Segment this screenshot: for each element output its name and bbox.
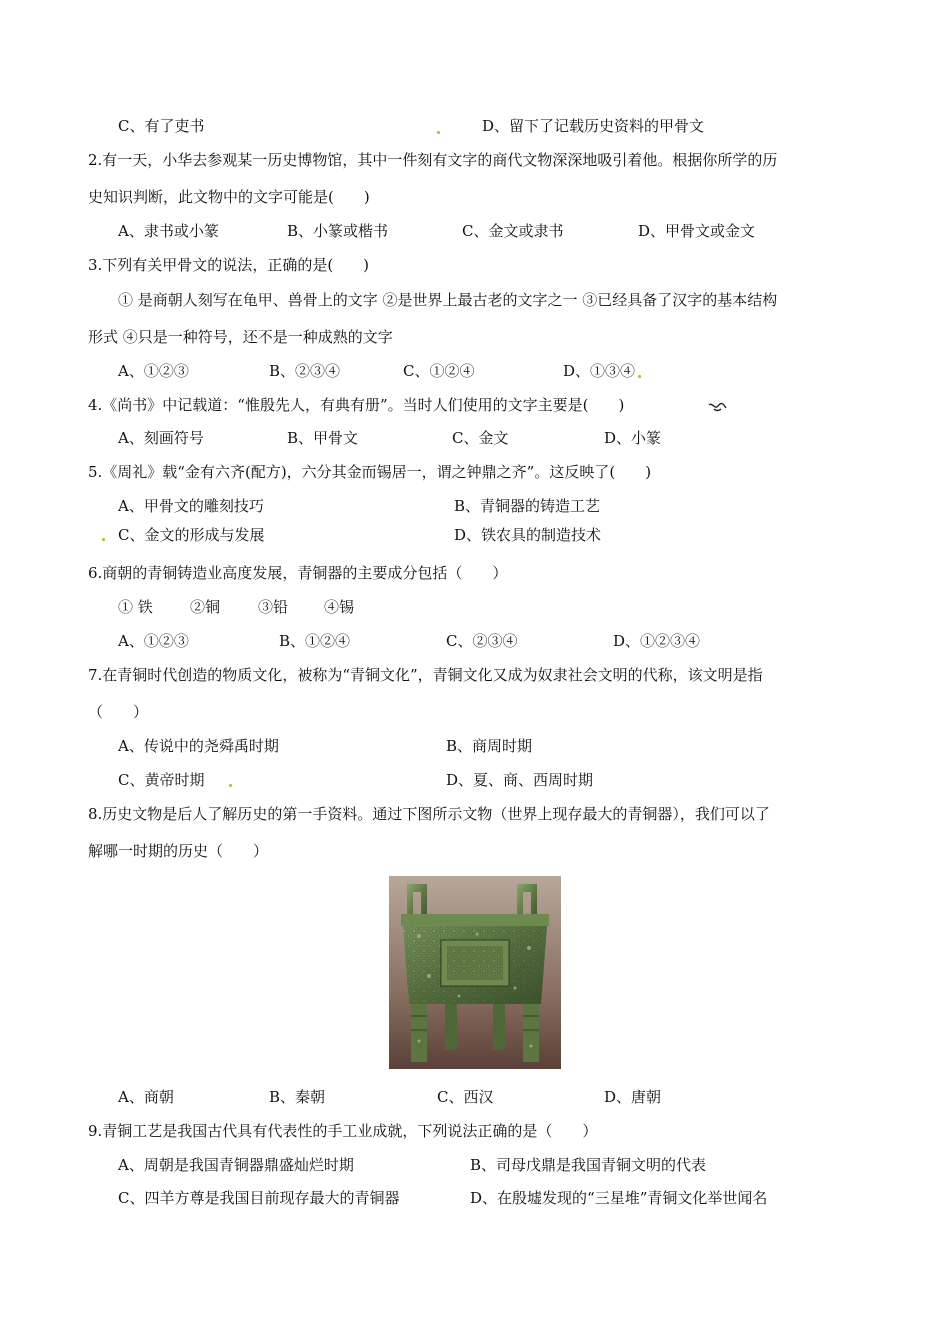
q8-option-b: B、秦朝	[269, 1088, 326, 1106]
q6-item-4: ④锡	[324, 598, 355, 616]
q5-stem: 5.《周礼》载“金有六齐(配方)，六分其金而锡居一，谓之钟鼎之齐”。这反映了( )	[88, 463, 652, 481]
scribble-mark-icon	[708, 401, 728, 413]
q3-statement-line1: ① 是商朝人刻写在龟甲、兽骨上的文字 ②是世界上最古老的文字之一 ③已经具备了汉字的基本结构	[118, 291, 778, 309]
q2-option-b: B、小篆或楷书	[287, 222, 389, 240]
q3-option-c: C、①②④	[403, 362, 475, 380]
q5-option-a: A、甲骨文的雕刻技巧	[118, 497, 264, 515]
q1-option-d: D、留下了记载历史资料的甲骨文	[482, 117, 705, 135]
q4-option-d: D、小篆	[604, 429, 662, 447]
q9-option-a: A、周朝是我国青铜器鼎盛灿烂时期	[118, 1156, 354, 1174]
q3-statement-line2: 形式 ④只是一种符号，还不是一种成熟的文字	[88, 328, 393, 346]
q8-stem-line1: 8.历史文物是后人了解历史的第一手资料。通过下图所示文物（世界上现存最大的青铜器），我们可以了	[88, 805, 770, 823]
q9-option-b: B、司母戊鼎是我国青铜文明的代表	[470, 1156, 707, 1174]
q2-option-d: D、甲骨文或金文	[638, 222, 756, 240]
speck-mark	[638, 375, 641, 378]
q6-option-a: A、①②③	[118, 632, 189, 650]
q4-option-b: B、甲骨文	[287, 429, 359, 447]
q3-option-b: B、②③④	[269, 362, 341, 380]
q4-stem: 4.《尚书》中记载道：“惟殷先人，有典有册”。当时人们使用的文字主要是( )	[88, 396, 625, 414]
q9-option-d: D、在殷墟发现的“三星堆”青铜文化举世闻名	[470, 1189, 768, 1207]
q3-option-d: D、①③④	[563, 362, 636, 380]
q8-stem-line2: 解哪一时期的历史（ ）	[88, 842, 269, 860]
q7-option-d: D、夏、商、西周时期	[446, 771, 594, 789]
q1-option-c: C、有了吏书	[118, 117, 205, 135]
bronze-ding-image	[389, 876, 561, 1069]
q9-option-c: C、四羊方尊是我国目前现存最大的青铜器	[118, 1189, 400, 1207]
q7-stem-line1: 7.在青铜时代创造的物质文化，被称为“青铜文化”，青铜文化又成为奴隶社会文明的代称，该文明是指	[88, 666, 763, 684]
q2-option-a: A、隶书或小篆	[118, 222, 219, 240]
q5-option-d: D、铁农具的制造技术	[454, 526, 602, 544]
q4-option-c: C、金文	[452, 429, 509, 447]
speck-mark	[437, 131, 440, 134]
q5-option-b: B、青铜器的铸造工艺	[454, 497, 601, 515]
q2-option-c: C、金文或隶书	[462, 222, 564, 240]
q6-item-3: ③铅	[258, 598, 289, 616]
q7-option-a: A、传说中的尧舜禹时期	[118, 737, 279, 755]
q6-option-b: B、①②④	[279, 632, 351, 650]
q2-stem-line2: 史知识判断，此文物中的文字可能是( )	[88, 188, 370, 206]
q4-option-a: A、刻画符号	[118, 429, 204, 447]
q6-option-c: C、②③④	[446, 632, 518, 650]
q2-stem-line1: 2.有一天，小华去参观某一历史博物馆，其中一件刻有文字的商代文物深深地吸引着他。根据你所学的历	[88, 151, 778, 169]
q8-option-a: A、商朝	[118, 1088, 174, 1106]
q6-stem: 6.商朝的青铜铸造业高度发展，青铜器的主要成分包括（ ）	[88, 564, 508, 582]
speck-mark	[102, 538, 105, 541]
q3-option-a: A、①②③	[118, 362, 189, 380]
q6-item-1: ① 铁	[118, 598, 153, 616]
q9-stem: 9.青铜工艺是我国古代具有代表性的手工业成就，下列说法正确的是（ ）	[88, 1122, 598, 1140]
speck-mark	[229, 784, 232, 787]
q6-option-d: D、①②③④	[613, 632, 701, 650]
q6-item-2: ②铜	[190, 598, 221, 616]
q5-option-c: C、金文的形成与发展	[118, 526, 265, 544]
q7-option-c: C、黄帝时期	[118, 771, 205, 789]
q3-stem: 3.下列有关甲骨文的说法，正确的是( )	[88, 256, 370, 274]
q7-stem-line2: （ ）	[88, 703, 149, 721]
q7-option-b: B、商周时期	[446, 737, 533, 755]
q8-option-c: C、西汉	[437, 1088, 494, 1106]
q8-option-d: D、唐朝	[604, 1088, 662, 1106]
